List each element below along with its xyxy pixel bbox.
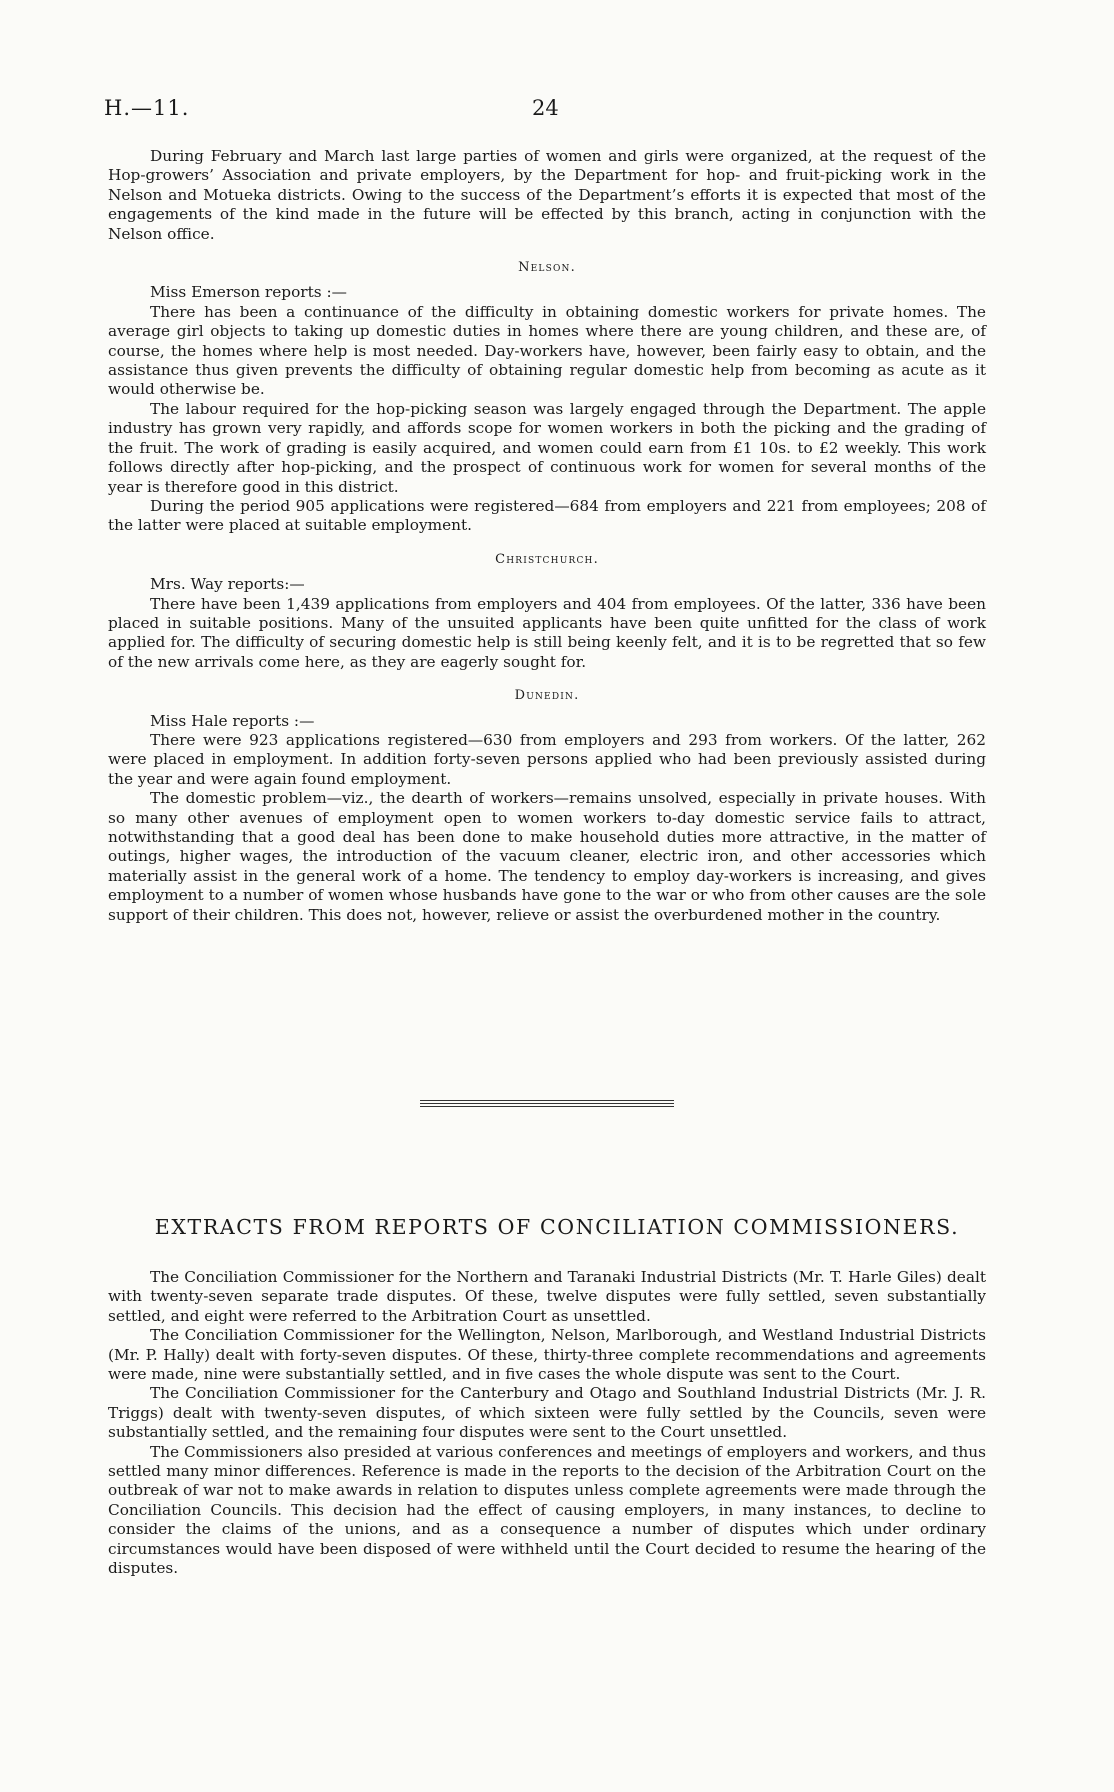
extracts-paragraph-2: The Conciliation Commissioner for the Wellington, Nelson, Marlborough, and Westland Industrial Districts (Mr. P. Hally) dealt with forty-seven disputes. Of these, thirty-three complete recommendations and agreements were made, nine were substantially settled, and in five cases the whole dispute was sent to the Court. (108, 1326, 986, 1384)
extracts-paragraph-3: The Conciliation Commissioner for the Canterbury and Otago and Southland Industrial Districts (Mr. J. R. Triggs) dealt with twenty-seven disputes, of which sixteen were fully settled by the Councils, seven were substantially settled, and the remaining four disputes were sent to the Court unsettled. (108, 1384, 986, 1442)
dunedin-paragraph-1: There were 923 applications registered—630 from employers and 293 from workers. Of the latter, 262 were placed in employment. In addition forty-seven persons applied who had been previously assisted during the year and were again found employment. (108, 730, 986, 788)
nelson-reporter: Miss Emerson reports :— (150, 283, 347, 302)
extracts-section (108, 1268, 986, 1579)
christchurch-paragraph-1: There have been 1,439 applications from employers and 404 from employees. Of the latter, 336 have been placed in suitable positions. Many of the unsuited applicants have been quite unfitted for the class of work applied for. The difficulty of securing domestic help is still being keenly felt, and it is to be regretted that so few of the new arrivals come here, as they are eagerly sought for. (108, 594, 986, 671)
section-divider (420, 1100, 674, 1109)
nelson-paragraph-2: The labour required for the hop-picking season was largely engaged through the Department. The apple industry has grown very rapidly, and affords scope for women workers in both the picking and the grading of the fruit. The work of grading is easily acquired, and women could earn from £1 10s. to £2 weekly. This work follows directly after hop-picking, and the prospect of continuous work for women for several months of the year is therefore good in this district. (108, 399, 986, 496)
extracts-title: EXTRACTS FROM REPORTS OF CONCILIATION COMMISSIONERS. (154, 1215, 960, 1239)
extracts-paragraph-4: The Commissioners also presided at various conferences and meetings of employers and workers, and thus settled many minor differences. Reference is made in the reports to the decision of the Arbitration Court on the outbreak of war not to make awards in relation to disputes unless complete agreements were made through the Conciliation Councils. This decision had the effect of causing employers, in many instances, to decline to consider the claims of the unions, and as a consequence a number of disputes which under ordinary circumstances would have been disposed of were withheld until the Court decided to resume the hearing of the disputes. (108, 1442, 986, 1578)
nelson-paragraph-3: During the period 905 applications were registered—684 from employers and 221 from employees; 208 of the latter were placed at suitable employment. (108, 496, 986, 535)
top-section (108, 147, 986, 925)
page-header (104, 96, 1004, 126)
christchurch-heading: Christchurch. (495, 551, 599, 567)
christchurch-reporter: Mrs. Way reports:— (150, 575, 305, 594)
extracts-paragraph-1: The Conciliation Commissioner for the Northern and Taranaki Industrial Districts (Mr. T. Harle Giles) dealt with twenty-seven separate trade disputes. Of these, twelve disputes were fully settled, seven substantially settled, and eight were referred to the Arbitration Court as unsettled. (108, 1268, 986, 1325)
page-number: 24 (532, 96, 559, 120)
nelson-paragraph-1: There has been a continuance of the difficulty in obtaining domestic workers for private homes. The average girl objects to taking up domestic duties in homes where there are young children, and these are, of course, the homes where help is most needed. Day-workers have, however, been fairly easy to obtain, and the assistance thus given prevents the difficulty of obtaining regular domestic help from becoming as acute as it would otherwise be. (108, 302, 986, 399)
nelson-heading: Nelson. (518, 260, 576, 276)
intro-paragraph: During February and March last large parties of women and girls were organized, at the request of the Hop-growers’ Association and private employers, by the Department for hop- and fruit-picking work in the Nelson and Motueka districts. Owing to the success of the Department’s efforts it is expected that most of the engagements of the kind made in the future will be effected by this branch, acting in conjunction with the Nelson office. (108, 147, 986, 243)
dunedin-heading: Dunedin. (514, 688, 580, 704)
dunedin-paragraph-2: The domestic problem—viz., the dearth of workers—remains unsolved, especially in private houses. With so many other avenues of employment open to women workers to-day domestic service fails to attract, notwithstanding that a good deal has been done to make household duties more attractive, in the matter of outings, higher wages, the introduction of the vacuum cleaner, electric iron, and other accessories which materially assist in the general work of a home. The tendency to employ day-workers is increasing, and gives employment to a number of women whose husbands have gone to the war or who from other causes are the sole support of their children. This does not, however, relieve or assist the overburdened mother in the country. (108, 789, 986, 924)
document-reference: H.—11. (104, 96, 190, 120)
dunedin-reporter: Miss Hale reports :— (150, 711, 315, 730)
